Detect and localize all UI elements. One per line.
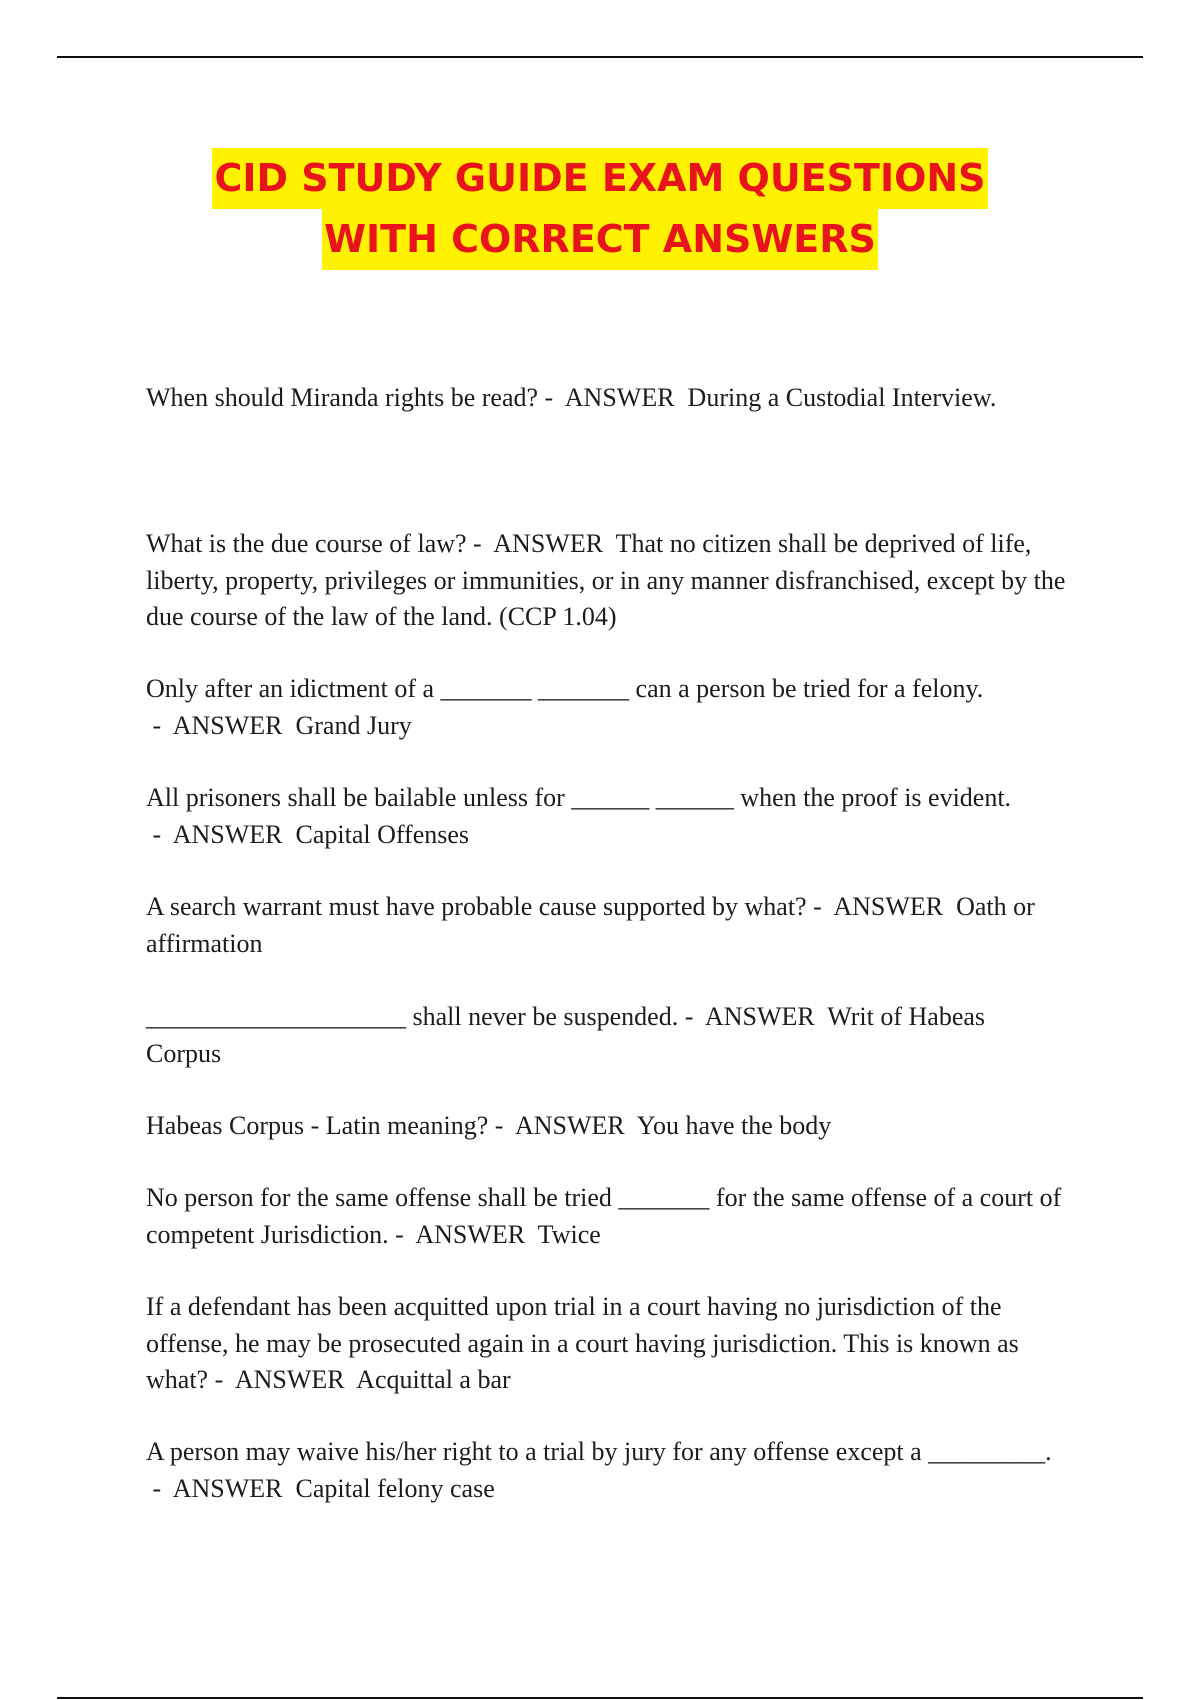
- question-text: If a defendant has been acquitted upon trial in a court having no jurisdiction of the offense, he may be prosecuted again in a court having jurisdiction. This is known as what?: [146, 1292, 1019, 1394]
- title-line-1: CID STUDY GUIDE EXAM QUESTIONS: [212, 148, 987, 209]
- qa-item: [146, 889, 1066, 962]
- answer-text: During a Custodial Interview.: [687, 383, 997, 412]
- top-rule: [57, 56, 1143, 58]
- qa-item: [146, 780, 1066, 853]
- answer-text: Writ of Habeas Corpus: [146, 1002, 986, 1068]
- document-title: [0, 148, 1200, 270]
- question-text: A person may waive his/her right to a trial by jury for any offense except a _________.: [146, 1437, 1052, 1466]
- qa-item: [146, 380, 1066, 417]
- question-text: ____________________ shall never be suspended.: [146, 1002, 679, 1031]
- answer-separator: - ANSWER: [388, 1219, 538, 1249]
- answer-text: You have the body: [636, 1111, 832, 1140]
- qa-item: [146, 1108, 1066, 1145]
- answer-separator: - ANSWER: [466, 529, 616, 558]
- question-text: All prisoners shall be bailable unless for ______ ______ when the proof is evident.: [146, 783, 1012, 812]
- answer-separator: - ANSWER: [488, 1111, 637, 1140]
- answer-separator: - ANSWER: [806, 892, 957, 921]
- bottom-rule: [57, 1697, 1143, 1699]
- qa-item: [146, 526, 1066, 636]
- answer-text: Twice: [537, 1219, 601, 1249]
- qa-item: [146, 1434, 1066, 1507]
- answer-separator: - ANSWER: [146, 710, 296, 740]
- answer-text: Capital Offenses: [295, 819, 470, 849]
- answer-separator: - ANSWER: [146, 1473, 296, 1503]
- answer-separator: - ANSWER: [208, 1365, 357, 1394]
- answer-text: Grand Jury: [295, 710, 412, 740]
- answer-separator: - ANSWER: [538, 383, 688, 412]
- question-text: When should Miranda rights be read?: [146, 383, 539, 412]
- question-text: A search warrant must have probable cause supported by what?: [146, 892, 807, 921]
- question-text: No person for the same offense shall be tried _______ for the same offense of a court of competent Jurisdiction.: [146, 1183, 1062, 1249]
- answer-text: That no citizen shall be deprived of life, liberty, property, privileges or immunities, or in any manner disfranchised, except by the due course of the law of the land. (CCP 1.04): [146, 529, 1066, 631]
- answer-separator: - ANSWER: [146, 819, 296, 849]
- answer-text: Oath or affirmation: [146, 892, 1035, 958]
- question-text: What is the due course of law?: [146, 529, 467, 558]
- qa-item: [146, 1289, 1066, 1399]
- answer-separator: - ANSWER: [678, 1002, 828, 1031]
- question-text: Habeas Corpus - Latin meaning?: [146, 1111, 489, 1140]
- qa-item: [146, 999, 1066, 1072]
- qa-item: [146, 1180, 1066, 1253]
- question-text: Only after an idictment of a _______ _______ can a person be tried for a felony.: [146, 674, 984, 703]
- answer-text: Acquittal a bar: [356, 1365, 511, 1394]
- answer-text: Capital felony case: [295, 1473, 495, 1503]
- title-line-2: WITH CORRECT ANSWERS: [322, 209, 878, 270]
- qa-item: [146, 671, 1066, 744]
